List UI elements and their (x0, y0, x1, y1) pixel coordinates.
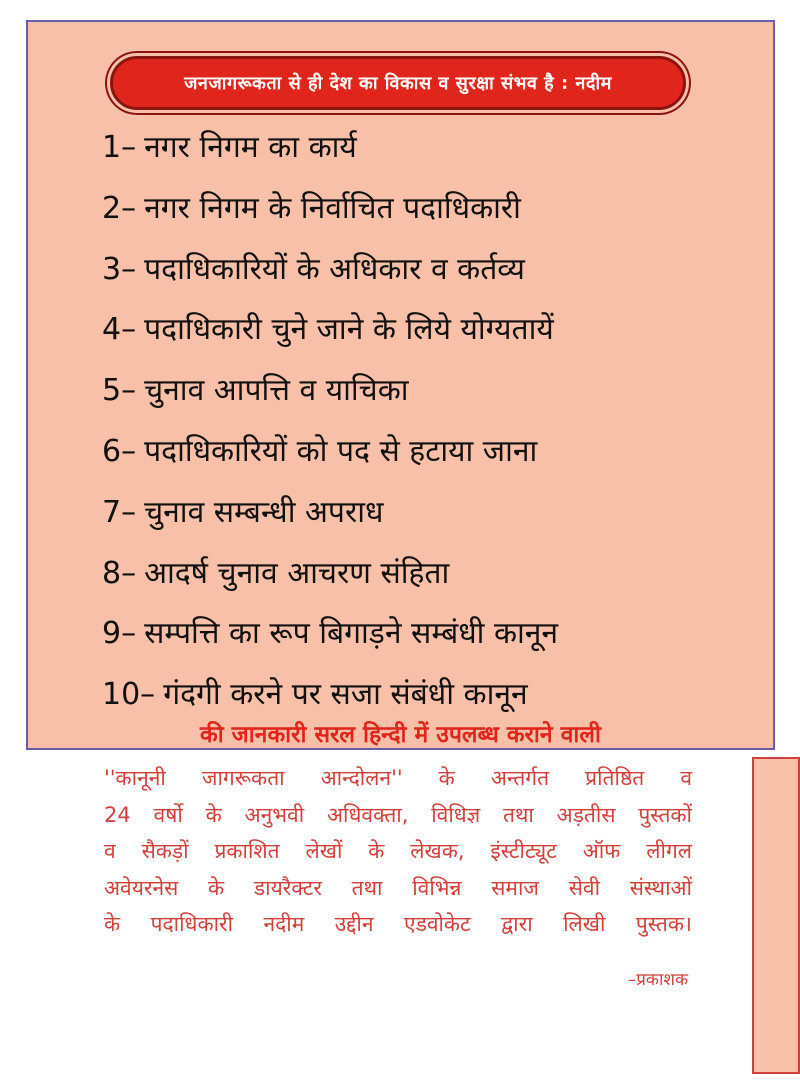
topic-number: 5– (102, 373, 137, 409)
topic-item (102, 179, 742, 240)
topic-text: नगर निगम का कार्य (144, 130, 357, 165)
side-decor-box (752, 757, 800, 1074)
topic-item (102, 361, 742, 422)
topic-text: नगर निगम के निर्वाचित पदाधिकारी (144, 190, 521, 226)
description-line: 24 वर्षो के अनुभवी अधिवक्ता, विधिज्ञ तथा अड़तीस पुस्तकों (104, 802, 692, 827)
description-line: के पदाधिकारी नदीम उद्दीन एडवोकेट द्वारा लिखी पुस्तक। (104, 912, 692, 936)
tagline: की जानकारी सरल हिन्दी में उपलब्ध कराने वाली (200, 722, 601, 748)
topic-item (102, 483, 742, 544)
topic-item (102, 544, 742, 605)
publisher-signature: –प्रकाशक (627, 970, 688, 990)
topic-list (102, 118, 742, 726)
slogan-banner (110, 56, 686, 110)
topic-item (102, 604, 742, 665)
topic-text: पदाधिकारियों को पद से हटाया जाना (144, 433, 538, 469)
topic-number: 10– (102, 677, 156, 713)
topic-item (102, 118, 742, 179)
topic-text: चुनाव आपत्ति व याचिका (144, 373, 409, 409)
topic-text: चुनाव सम्बन्धी अपराध (144, 494, 384, 530)
topic-number: 4– (102, 312, 137, 348)
topic-text: सम्पत्ति का रूप बिगाड़ने सम्बंधी कानून (144, 616, 559, 652)
description-line: व सैकड़ों प्रकाशित लेखों के लेखक, इंस्टीट्यूट ऑफ लीगल (104, 839, 692, 863)
topic-item (102, 422, 742, 483)
topic-number: 8– (102, 555, 137, 591)
topic-text: आदर्ष चुनाव आचरण संहिता (144, 555, 450, 591)
description-paragraph (104, 760, 692, 943)
topic-number: 2– (102, 190, 137, 226)
topic-number: 9– (102, 616, 137, 652)
topic-text: पदाधिकारियों के अधिकार व कर्तव्य (144, 251, 525, 287)
topic-text: गंदगी करने पर सजा संबंधी कानून (163, 677, 528, 713)
topic-number: 3– (102, 251, 137, 287)
description-line: ''कानूनी जागरूकता आन्दोलन'' के अन्तर्गत प्रतिष्ठित व (104, 766, 692, 790)
description-line: अवेयरनेस के डायरैक्टर तथा विभिन्न समाज सेवी संस्थाओं (104, 875, 692, 900)
topic-item (102, 240, 742, 301)
topic-number: 6– (102, 433, 137, 469)
topic-number: 1– (102, 130, 137, 165)
topic-text: पदाधिकारी चुने जाने के लिये योग्यतायें (144, 312, 554, 348)
slogan-text: जनजागरूकता से ही देश का विकास व सुरक्षा संभव है : नदीम (184, 73, 612, 94)
topic-number: 7– (102, 494, 137, 530)
topic-item (102, 300, 742, 361)
